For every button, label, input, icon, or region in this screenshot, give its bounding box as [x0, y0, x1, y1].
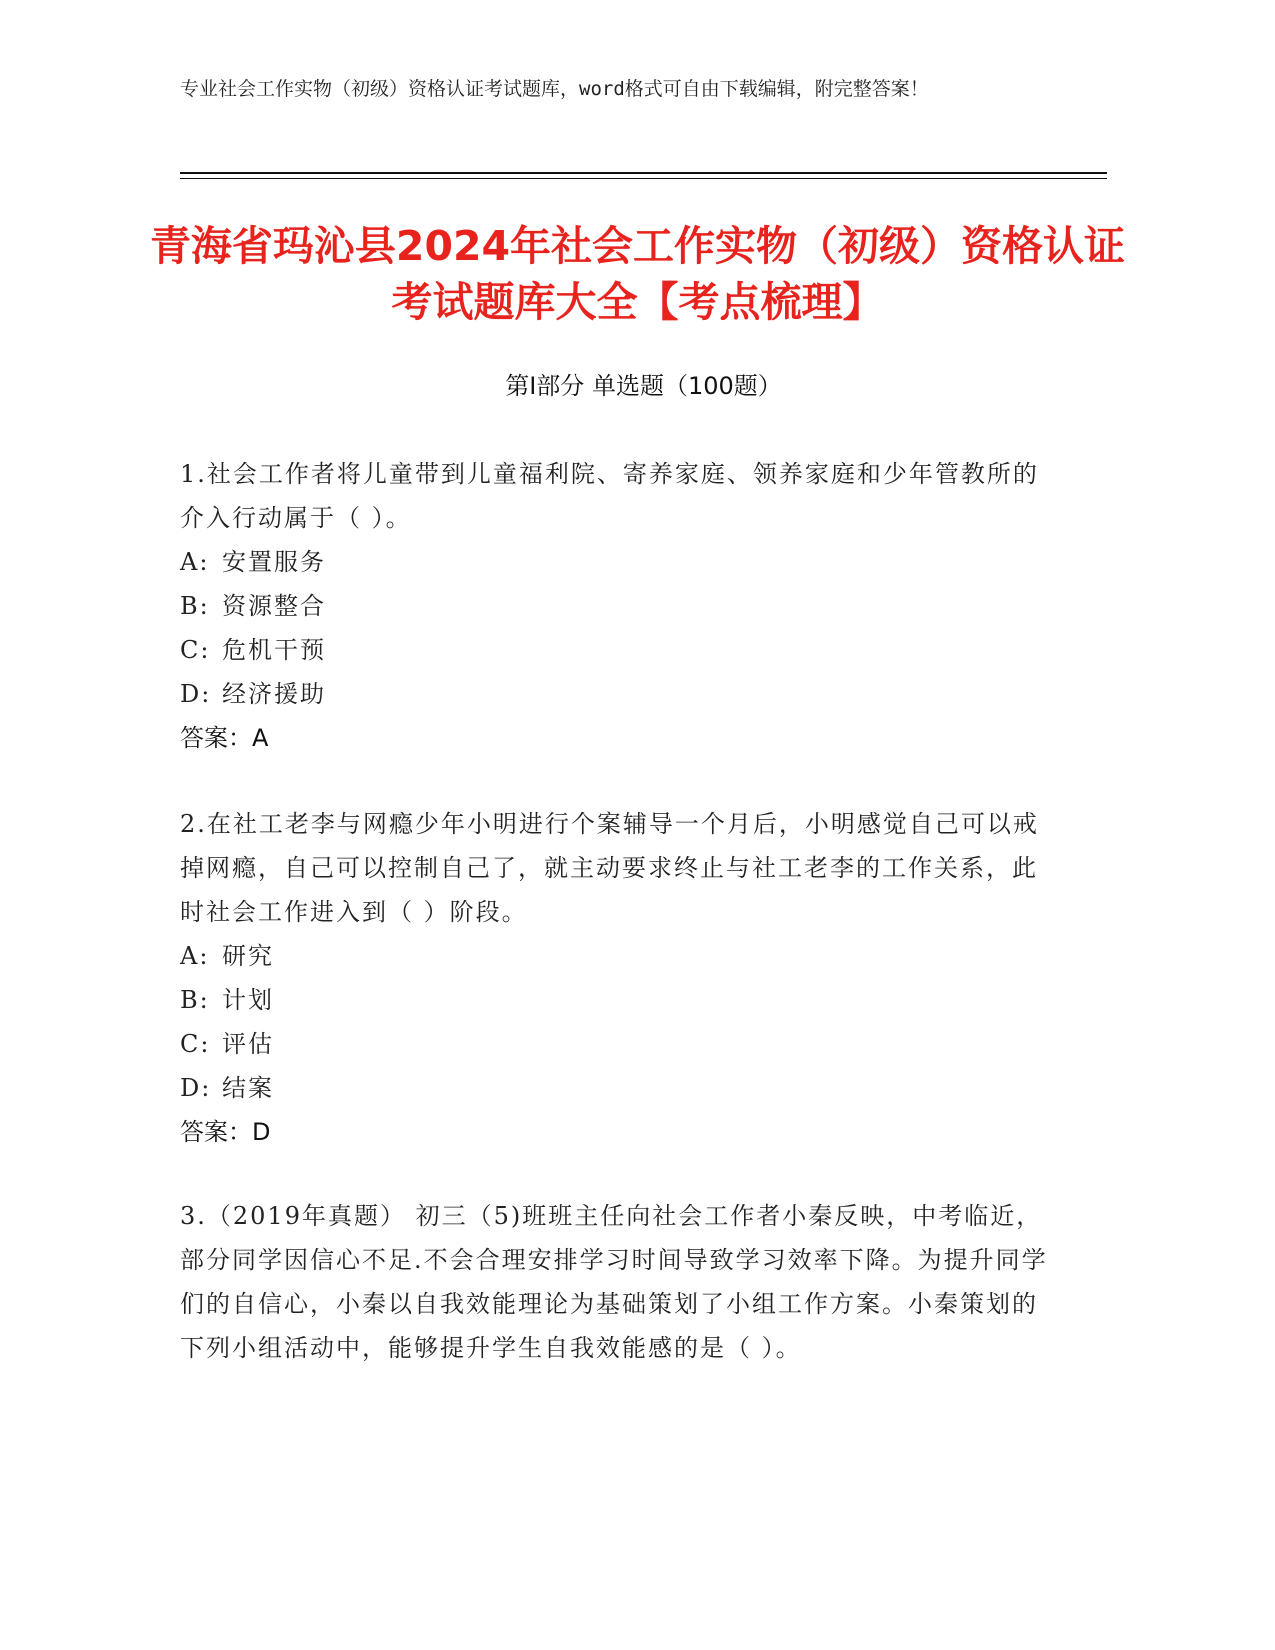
question-stem: 1.社会工作者将儿童带到儿童福利院、寄养家庭、领养家庭和少年管教所的介入行动属于（ ）。: [180, 460, 1039, 532]
option-text: 评估: [222, 1030, 274, 1058]
option-text: 计划: [222, 986, 274, 1014]
option-text: 资源整合: [222, 592, 326, 620]
option-letter: A:: [180, 942, 210, 970]
question-stem: 3.（2019年真题） 初三（5)班班主任向社会工作者小秦反映，中考临近，部分同学因信心不足.不会合理安排学习时间导致学习效率下降。为提升同学们的自信心，小秦以自我效能理论为基础策划了小组工作方案。小秦策划的下列小组活动中，能够提升学生自我效能感的是（ ）。: [180, 1202, 1048, 1362]
option-letter: D:: [180, 1074, 212, 1102]
option-d: [180, 672, 1050, 716]
option-letter: C:: [180, 636, 211, 664]
option-a: [180, 540, 1050, 584]
option-text: 安置服务: [222, 548, 326, 576]
header-divider-thin: [180, 178, 1107, 179]
document-title: 青海省玛沁县2024年社会工作实物（初级）资格认证考试题库大全【考点梳理】: [149, 222, 1126, 326]
section-heading: 第Ⅰ部分 单选题（100题）: [505, 372, 782, 400]
option-text: 结案: [222, 1074, 274, 1102]
option-c: [180, 628, 1050, 672]
option-c: [180, 1022, 1050, 1066]
question-2: [180, 802, 1050, 1154]
answer-line: 答案：A: [180, 724, 269, 752]
option-a: [180, 934, 1050, 978]
option-b: [180, 978, 1050, 1022]
option-text: 研究: [222, 942, 274, 970]
question-3: [180, 1194, 1050, 1370]
option-text: 经济援助: [222, 680, 326, 708]
header-divider-thick: [180, 172, 1107, 174]
option-d: [180, 1066, 1050, 1110]
option-letter: B:: [180, 986, 210, 1014]
question-stem: 2.在社工老李与网瘾少年小明进行个案辅导一个月后，小明感觉自己可以戒掉网瘾，自己可以控制自己了，就主动要求终止与社工老李的工作关系，此时社会工作进入到（ ）阶段。: [180, 810, 1039, 926]
option-letter: C:: [180, 1030, 211, 1058]
option-letter: B:: [180, 592, 210, 620]
option-letter: A:: [180, 548, 210, 576]
option-b: [180, 584, 1050, 628]
option-text: 危机干预: [222, 636, 326, 664]
question-1: [180, 452, 1050, 760]
option-letter: D:: [180, 680, 212, 708]
header-note: 专业社会工作实物（初级）资格认证考试题库，word格式可自由下载编辑，附完整答案！: [180, 78, 929, 100]
answer-line: 答案：D: [180, 1118, 271, 1146]
